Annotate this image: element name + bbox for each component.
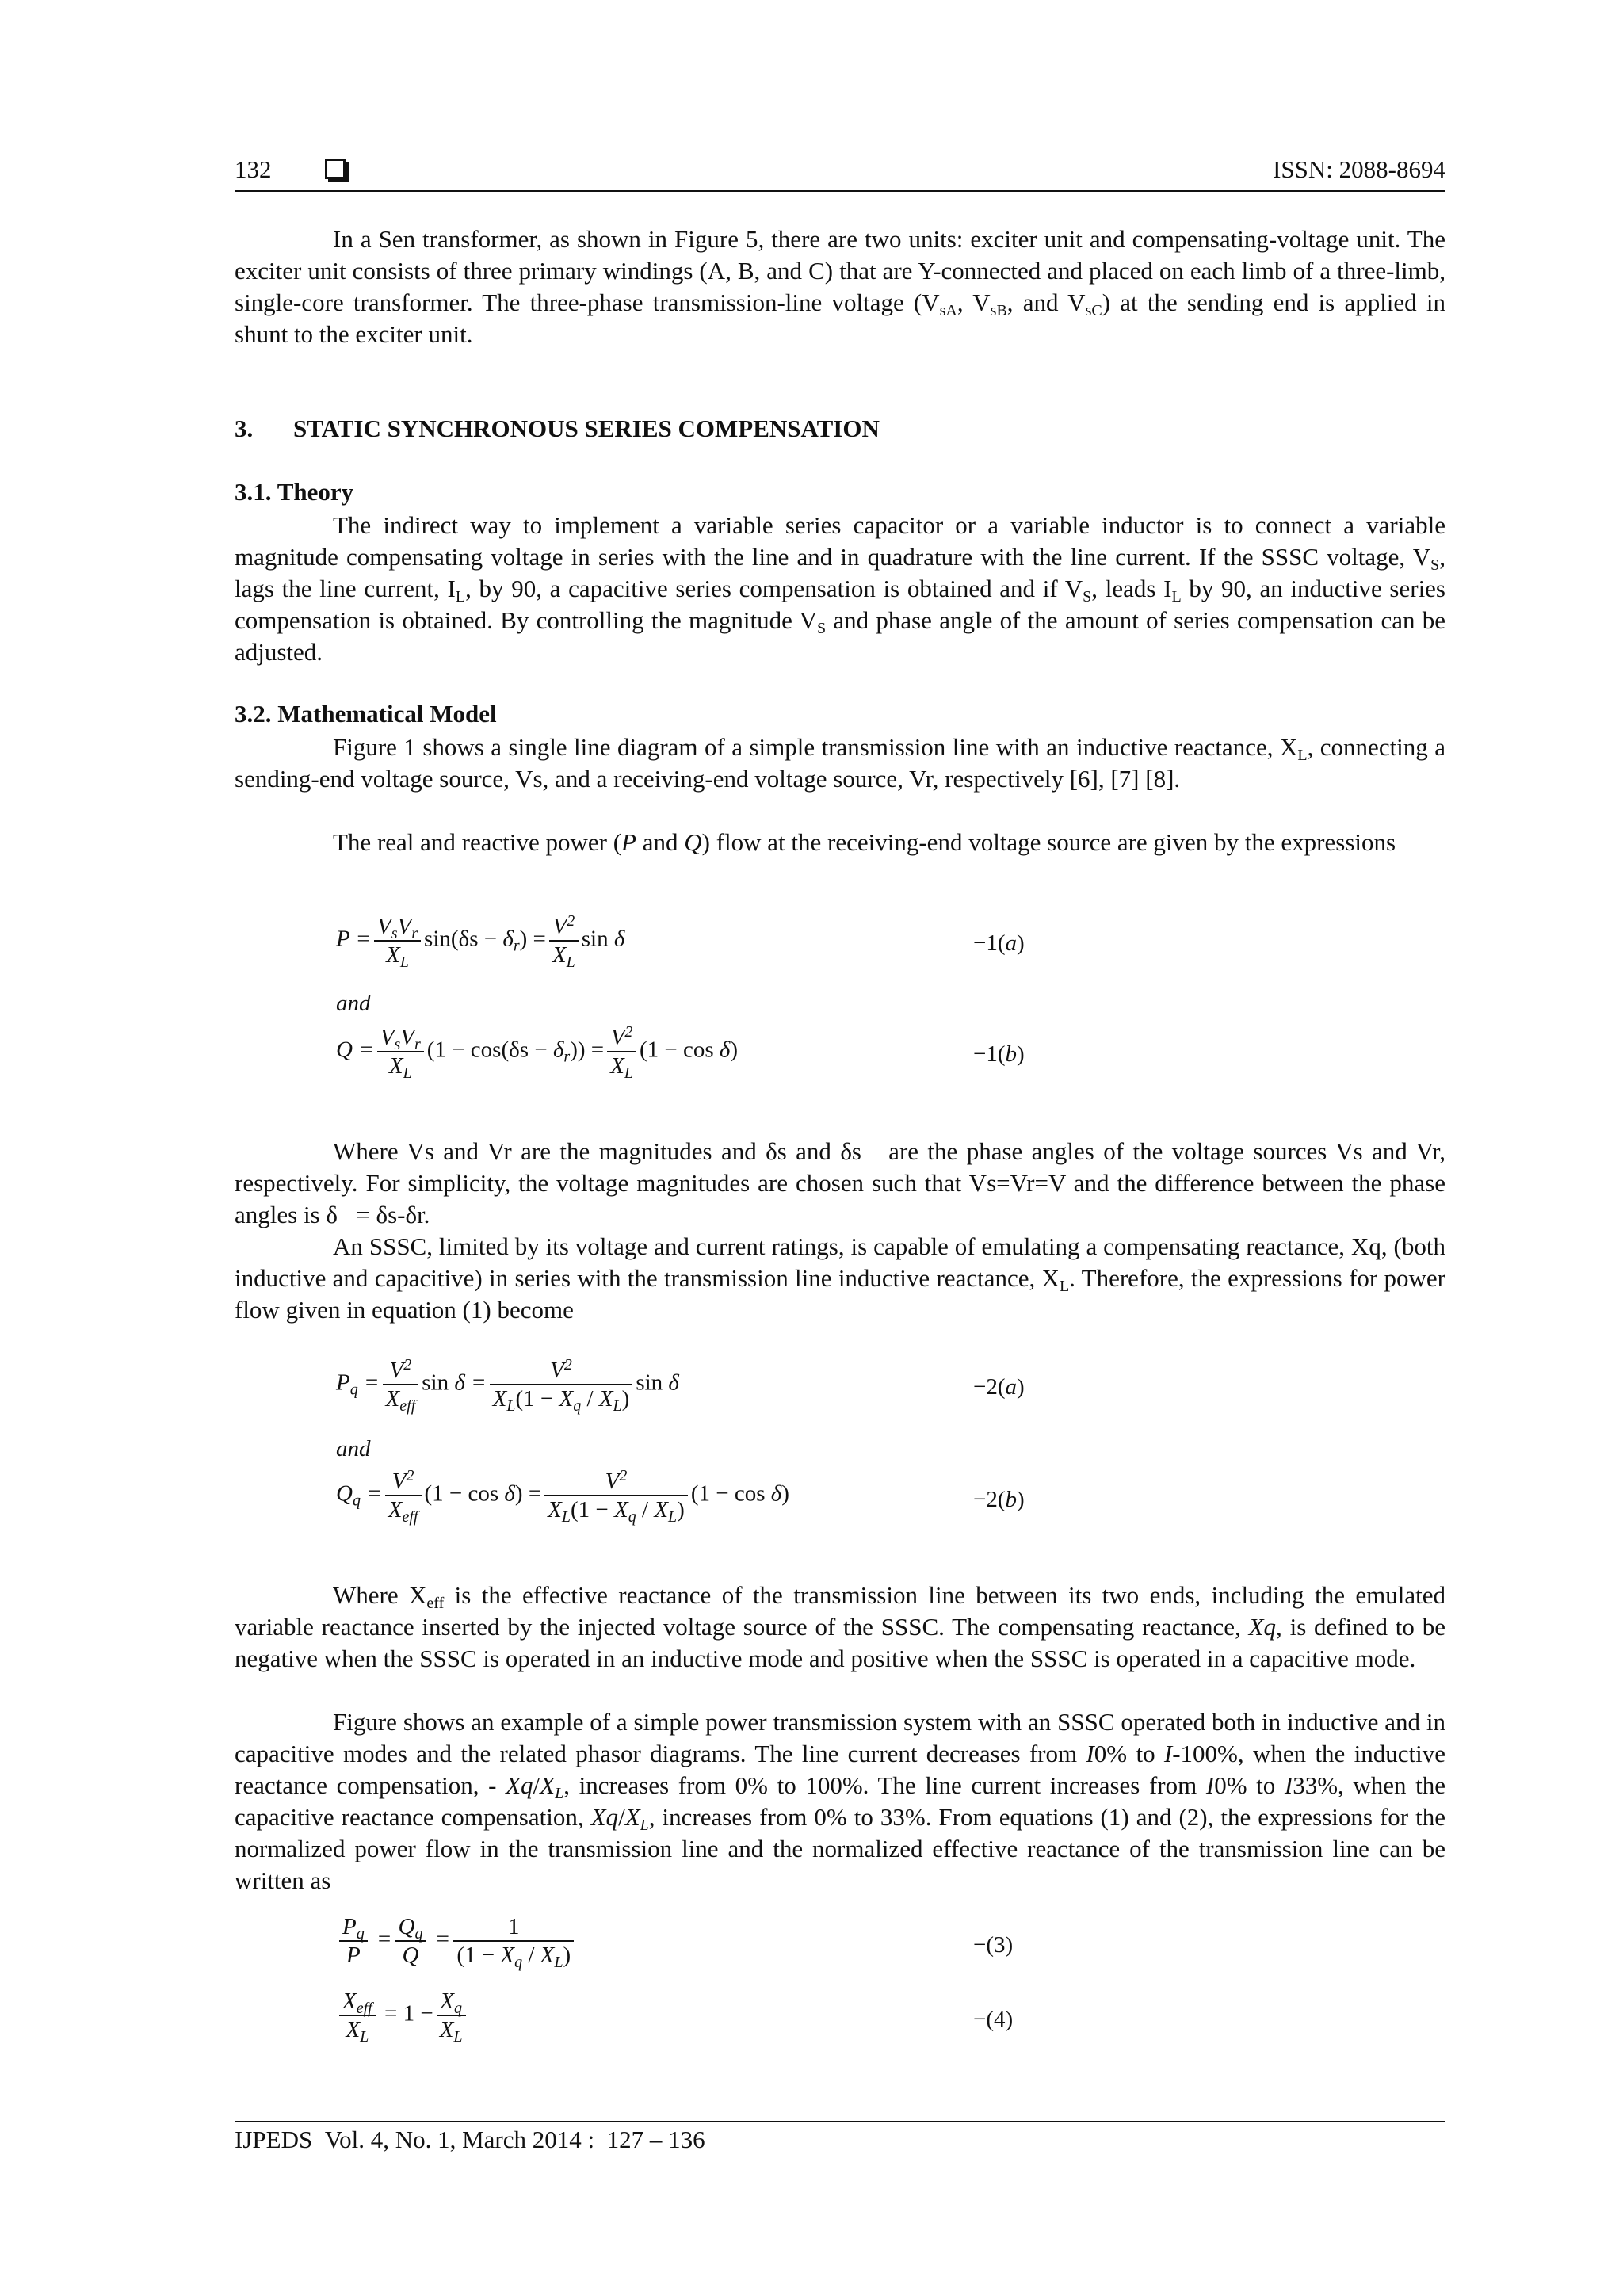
equation-1a: P = $\frac{V_sV_r}{X_L}$ $\sin(\delta s - \delta_r)$ = $\frac{V^2}{X_L}$ sin δ <box>336 912 625 971</box>
xeff-paragraph: Where $X_{eff}$ is the effective reactance of the transmission line between its two ends, including the emulated variable reactance inserted by the injected voltage source of the SSSC. The compensating reactance, Xq, is defined to be negative when the SSSC is operated in an inductive mode and positive when the SSSC is operated in a capacitive mode. <box>235 1581 1445 1672</box>
example-paragraph: Figure shows an example of a simple power transmission system with an SSSC operated both in inductive and in capacitive modes and the related phasor diagrams. The line current decreases from I0% to I-100%, when the inductive reactance compensation, - $Xq/X_L$, increases from 0% to 100%. The line current increases from I0% to I33%, when the capacitive reactance compensation, $Xq/X_L$, increases from 0% to 33%. From equations (1) and (2), the expressions for the normalized power flow in the transmission line and the normalized effective reactance of the transmission line can be written as <box>235 1708 1446 1894</box>
equation-2a: $P_q$ = $\frac{V^2}{X_{eff}}$ sin δ = $\frac{V^2}{X_L(1 - X_q / X_L)}$ sin δ <box>336 1356 679 1415</box>
intro-paragraph: In a Sen transformer, as shown in Figure 5, there are two units: exciter unit and compensating-voltage unit. The exciter unit consists of three primary windings (A, B, and C) that are Y-connected and placed on each limb of a three-limb, single-core transformer. The three-phase transmission-line voltage ($V_{sA}$, $V_{sB}$, and $V_{sC}$) at the sending end is applied in shunt to the exciter unit. <box>235 225 1446 348</box>
header-rule <box>235 190 1445 192</box>
equation-4: $\frac{X_{eff}}{X_L}$ = 1 − $\frac{X_q}{X_L}$ <box>336 1988 469 2043</box>
subsection-theory-heading: 3.1. Theory <box>235 478 354 506</box>
section-number: 3. <box>235 415 254 442</box>
sssc-paragraph: An SSSC, limited by its voltage and current ratings, is capable of emulating a compensating reactance, Xq, (both inductive and capacitive) in series with the transmission line inductive reactance, $X_L$. Therefore, the expressions for power flow given in equation (1) become <box>235 1232 1445 1324</box>
equation-3-number: −(3) <box>973 1932 1014 1958</box>
equation-2b: $Q_q$ = $\frac{V^2}{X_{eff}}$ (1 − cos δ) = $\frac{V^2}{X_L(1 - X_q / X_L)}$ (1 − cos δ) <box>336 1467 789 1526</box>
magnitudes-paragraph: Where Vs and Vr are the magnitudes and δs and δs are the phase angles of the voltage sources Vs and Vr, respectively. For simplicity, the voltage magnitudes are chosen such that Vs=Vr=V and the difference between the phase angles is δ = δs-δr. <box>235 1137 1445 1228</box>
equation-2b-number: −2(b) <box>973 1487 1025 1512</box>
theory-paragraph: The indirect way to implement a variable series capacitor or a variable inductor is to connect a variable magnitude compensating voltage in series with the line and in quadrature with the line current. If the SSSC voltage, $V_S$, lags the line current, $I_L$, by 90, a capacitive series compensation is obtained and if $V_S$, leads $I_L$ by 90, an inductive series compensation is obtained. By controlling the magnitude $V_S$ and phase angle of the amount of series compensation can be adjusted. <box>235 511 1445 666</box>
equation-1b: Q = $\frac{V_sV_r}{X_L}$ $(1 - \cos(\delta s - \delta_r))$ = $\frac{V^2}{X_L}$ (1 − cos δ) <box>336 1023 739 1082</box>
page-footer: IJPEDS Vol. 4, No. 1, March 2014 : 127 – 136 <box>235 2126 705 2153</box>
equation-3: $\frac{P_q}{P}$ = $\frac{Q_q}{Q}$ = $\frac{1}{(1 - X_q / X_L)}$ <box>336 1913 577 1969</box>
issn-label: ISSN: 2088-8694 <box>1273 155 1445 183</box>
equation-1b-number: −1(b) <box>973 1041 1025 1067</box>
subsection-model-heading: 3.2. Mathematical Model <box>235 700 497 728</box>
checkbox-square-icon <box>325 159 346 179</box>
page-number: 132 <box>235 155 272 183</box>
model-paragraph-2: The real and reactive power (P and Q) flow at the receiving-end voltage source are given by the expressions <box>333 828 1396 856</box>
equation-4-number: −(4) <box>973 2007 1014 2032</box>
and-word-1: and <box>336 991 371 1016</box>
equation-2a-number: −2(a) <box>973 1374 1025 1400</box>
page-header <box>235 155 1445 190</box>
section-title: STATIC SYNCHRONOUS SERIES COMPENSATION <box>293 415 880 442</box>
model-paragraph-1: Figure 1 shows a single line diagram of a simple transmission line with an inductive reactance, $X_L$, connecting a sending-end voltage source, Vs, and a receiving-end voltage source, Vr, respectively [6], [7] [8]. <box>235 733 1446 793</box>
footer-rule <box>235 2121 1445 2122</box>
equation-1a-number: −1(a) <box>973 930 1025 956</box>
and-word-2: and <box>336 1436 371 1461</box>
section-heading <box>235 415 880 443</box>
